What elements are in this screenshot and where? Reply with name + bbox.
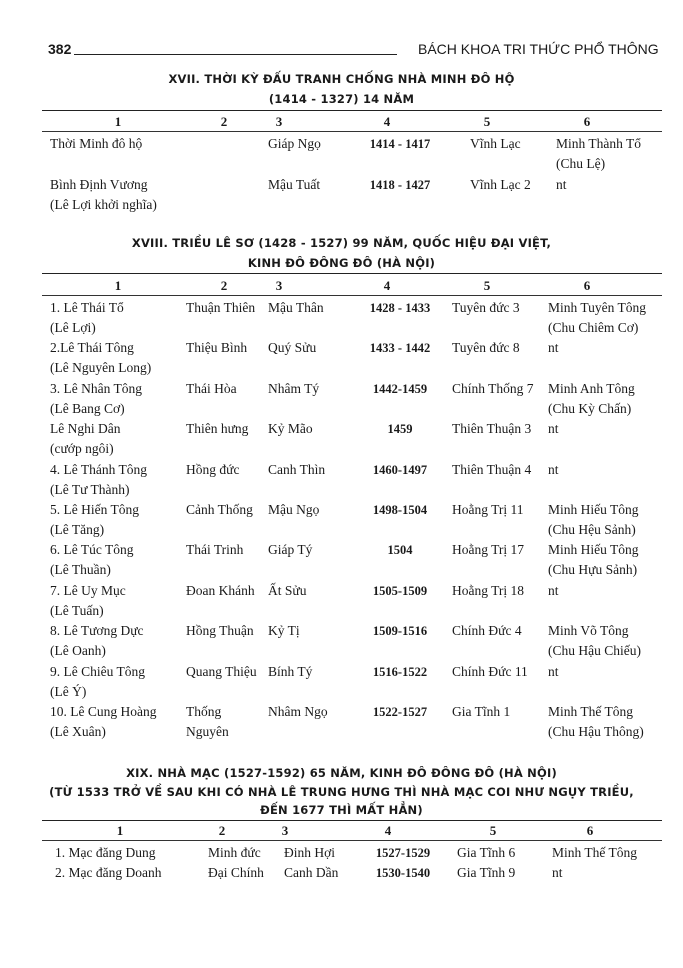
cell-ming: (Chu Chiêm Cơ) [548, 320, 639, 335]
table-top-rule [42, 820, 662, 821]
cell-year-name: Giáp Tý [268, 542, 313, 558]
cell-years: 1516-1522 [372, 664, 428, 679]
table-top-rule [42, 110, 662, 111]
section-19-subtitle-2: ĐẾN 1677 THÌ MẤT HẲN) [260, 803, 423, 817]
cell-ming: (Chu Hậu Thông) [548, 724, 644, 739]
cell-year-name: Mậu Tuất [268, 177, 321, 192]
cell-years: 1433 - 1442 [369, 341, 431, 356]
cell-ming: nt [548, 663, 559, 679]
column-number: 6 [586, 823, 594, 838]
cell-name: 10. Lê Cung Hoàng [50, 704, 157, 719]
cell-years: 1505-1509 [372, 583, 428, 598]
column-number: 1 [114, 278, 122, 293]
cell-year-name: Bính Tý [268, 663, 313, 679]
cell-name: (Lê Lợi khởi nghĩa) [50, 197, 157, 212]
column-number: 3 [281, 823, 289, 838]
column-number: 5 [489, 823, 497, 838]
column-number: 1 [116, 823, 124, 838]
cell-era: Gia Tĩnh 1 [452, 704, 511, 719]
cell-reign: Quang Thiệu [186, 663, 257, 679]
cell-reign: Đoan Khánh [186, 582, 255, 598]
cell-year-name: Nhâm Ngọ [268, 704, 328, 719]
column-number: 5 [483, 278, 491, 293]
column-number: 1 [114, 114, 122, 129]
cell-name: (cướp ngôi) [50, 441, 114, 457]
column-number: 4 [383, 278, 391, 293]
header-rule [74, 54, 397, 55]
cell-years: 1418 - 1427 [369, 178, 431, 192]
cell-ming: (Chu Hậu Chiếu) [548, 643, 641, 659]
cell-ming: Minh Thế Tông [548, 704, 634, 719]
cell-era: Vĩnh Lạc 2 [470, 177, 531, 192]
column-number: 6 [583, 114, 591, 129]
cell-years: 1428 - 1433 [369, 301, 431, 315]
cell-ming: Minh Anh Tông [548, 380, 635, 396]
cell-name: 2. Mạc đăng Doanh [55, 865, 162, 880]
cell-era: Hoằng Trị 17 [452, 542, 525, 558]
cell-ming: Minh Võ Tông [548, 623, 629, 639]
cell-name: (Lê Lợi) [50, 320, 96, 335]
column-number: 3 [275, 114, 283, 129]
cell-years: 1530-1540 [375, 866, 431, 880]
cell-name: (Lê Tuấn) [50, 602, 104, 618]
section-18-title: XVIII. TRIỀU LÊ SƠ (1428 - 1527) 99 NĂM, QUỐC HIỆU ĐẠI VIỆT, [131, 236, 552, 250]
cell-year-name: Quý Sửu [268, 340, 317, 356]
cell-name: (Lê Tăng) [50, 522, 105, 537]
cell-era: Chính Thống 7 [452, 380, 534, 396]
cell-ming: (Chu Kỳ Chấn) [548, 400, 632, 416]
cell-era: Tuyên đức 3 [452, 300, 520, 315]
cell-name: (Lê Bang Cơ) [50, 400, 125, 416]
cell-ming: (Chu Lệ) [556, 156, 606, 171]
cell-name: 5. Lê Hiến Tông [50, 502, 139, 517]
cell-name: (Lê Thuần) [50, 562, 111, 578]
cell-name: 4. Lê Thánh Tông [50, 461, 147, 477]
cell-ming: Minh Hiếu Tông [548, 542, 639, 558]
column-number: 2 [220, 114, 228, 129]
cell-reign: Nguyên [186, 724, 229, 739]
cell-years: 1509-1516 [372, 624, 428, 639]
cell-era: Thiên Thuận 3 [452, 421, 532, 437]
table-header-rule [42, 840, 662, 841]
column-number: 5 [483, 114, 491, 129]
cell-era: Gia Tĩnh 6 [457, 845, 516, 860]
cell-ming: Minh Tuyên Tông [548, 300, 647, 315]
cell-year-name: Canh Thìn [268, 461, 326, 477]
cell-years: 1442-1459 [372, 381, 428, 396]
cell-year-name: Kỷ Tị [268, 623, 300, 639]
cell-reign: Hồng đức [186, 461, 240, 477]
cell-reign: Thiệu Bình [186, 340, 248, 356]
cell-name: (Lê Ý) [50, 683, 87, 699]
cell-name: Bình Định Vương [50, 177, 148, 192]
cell-ming: Minh Thế Tông [552, 845, 638, 860]
table-header-rule [42, 295, 662, 296]
cell-name: 2.Lê Thái Tông [50, 340, 134, 356]
cell-name: Lê Nghi Dân [50, 421, 121, 437]
column-number: 4 [383, 114, 391, 129]
cell-era: Chính Đức 11 [452, 663, 528, 679]
cell-ming: Minh Thành Tổ [556, 136, 642, 151]
section-19-subtitle: (TỪ 1533 TRỞ VỀ SAU KHI CÓ NHÀ LÊ TRUNG HƯNG THÌ NHÀ MẠC COI NHƯ NGỤY TRIỀU, [49, 785, 634, 799]
cell-year-name: Nhâm Tý [268, 380, 320, 396]
cell-name: 1. Lê Thái Tổ [50, 300, 124, 315]
cell-ming: (Chu Hệu Sảnh) [548, 522, 636, 537]
section-17-subtitle: (1414 - 1327) 14 NĂM [268, 92, 415, 106]
cell-year-name: Đinh Hợi [284, 845, 336, 860]
cell-reign: Cảnh Thống [186, 502, 253, 517]
cell-years: 1527-1529 [375, 846, 431, 860]
cell-ming: nt [552, 865, 563, 880]
cell-era: Vĩnh Lạc [470, 136, 521, 151]
cell-era: Tuyên đức 8 [452, 340, 520, 356]
section-18-subtitle: KINH ĐÔ ĐÔNG ĐÔ (HÀ NỘI) [247, 256, 436, 270]
cell-name: (Lê Oanh) [50, 643, 106, 659]
cell-years: 1459 [387, 422, 413, 437]
cell-ming: Minh Hiếu Tông [548, 502, 639, 517]
column-number: 2 [218, 823, 226, 838]
page-number: 382 [48, 41, 72, 57]
book-title: BÁCH KHOA TRI THỨC PHỔ THÔNG [418, 41, 659, 57]
cell-era: Hoằng Trị 11 [452, 502, 524, 517]
cell-ming: nt [556, 177, 567, 192]
cell-reign: Thái Hòa [186, 380, 237, 396]
cell-ming: nt [548, 421, 559, 437]
cell-name: (Lê Nguyên Long) [50, 360, 152, 376]
cell-reign: Thống [186, 704, 222, 719]
cell-era: Thiên Thuận 4 [452, 461, 532, 477]
section-17-title: XVII. THỜI KỲ ĐẤU TRANH CHỐNG NHÀ MINH ĐÔ HỘ [168, 72, 515, 86]
cell-name: (Lê Xuân) [50, 724, 106, 739]
cell-year-name: Kỷ Mão [268, 421, 313, 437]
table-top-rule [42, 273, 662, 274]
cell-years: 1522-1527 [372, 705, 428, 719]
cell-name: 1. Mạc đăng Dung [55, 845, 156, 860]
cell-year-name: Ất Sửu [268, 582, 307, 598]
cell-reign: Thuận Thiên [186, 300, 256, 315]
cell-years: 1414 - 1417 [369, 137, 431, 151]
cell-name: 9. Lê Chiêu Tông [50, 663, 145, 679]
cell-years: 1504 [387, 543, 413, 558]
cell-era: Chính Đức 4 [452, 623, 522, 639]
cell-name: Thời Minh đô hộ [50, 136, 143, 151]
cell-name: 8. Lê Tương Dực [50, 623, 144, 639]
cell-ming: nt [548, 582, 559, 598]
cell-years: 1498-1504 [372, 503, 428, 517]
cell-ming: (Chu Hựu Sảnh) [548, 562, 638, 578]
cell-ming: nt [548, 461, 559, 477]
cell-reign: Thái Trinh [186, 542, 244, 558]
column-number: 2 [220, 278, 228, 293]
cell-reign: Hồng Thuận [186, 623, 254, 639]
cell-reign: Thiên hưng [186, 421, 249, 437]
cell-reign: Đại Chính [208, 865, 264, 880]
cell-reign: Minh đức [208, 845, 261, 860]
cell-name: (Lê Tư Thành) [50, 481, 130, 497]
cell-year-name: Mậu Thân [268, 300, 324, 315]
cell-name: 7. Lê Uy Mục [50, 582, 126, 598]
cell-year-name: Mậu Ngọ [268, 502, 320, 517]
cell-ming: nt [548, 340, 559, 356]
cell-year-name: Canh Dần [284, 865, 339, 880]
section-19-title: XIX. NHÀ MẠC (1527-1592) 65 NĂM, KINH ĐÔ ĐÔNG ĐÔ (HÀ NỘI) [126, 766, 557, 780]
cell-year-name: Giáp Ngọ [268, 136, 321, 151]
cell-era: Gia Tĩnh 9 [457, 865, 516, 880]
column-number: 6 [583, 278, 591, 293]
column-number: 4 [384, 823, 392, 838]
table-header-rule [42, 131, 662, 132]
cell-name: 6. Lê Túc Tông [50, 542, 134, 558]
column-number: 3 [275, 278, 283, 293]
cell-years: 1460-1497 [372, 462, 428, 477]
cell-era: Hoằng Trị 18 [452, 582, 525, 598]
cell-name: 3. Lê Nhân Tông [50, 380, 142, 396]
